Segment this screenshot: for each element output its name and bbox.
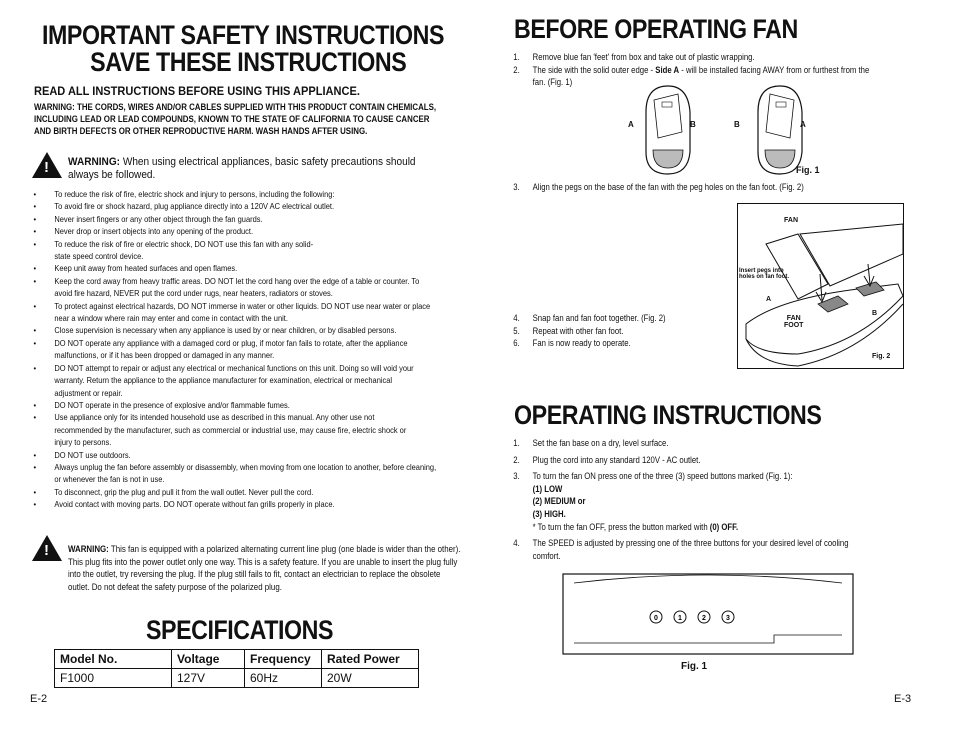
table-header-cell: Model No. [55, 650, 172, 669]
page-number-left: E-2 [30, 693, 48, 705]
list-item: • To reduce the risk of fire or electric shock, DO NOT use this fan with any solid-state speed control device. [30, 238, 439, 263]
button-label: 0 [654, 615, 658, 622]
list-item: 3. Align the pegs on the base of the fan with the peg holes on the fan foot. (Fig. 2) [513, 182, 804, 192]
fan-foot-left [646, 86, 690, 174]
fan-foot-assembly-drawing [738, 204, 903, 368]
list-item: 1. Set the fan base on a dry, level surface. [513, 438, 669, 448]
list-item: 6. Fan is now ready to operate. [513, 338, 631, 349]
align-step [508, 181, 922, 194]
fig2-fan-label: FAN [784, 217, 798, 224]
fig1-label-a: A [800, 120, 806, 129]
list-item: • To protect against electrical hazards, DO NOT immerse in water or other liquids. DO NOT use near water or place near a window where rain may enter and come in contact with the unit. [30, 300, 439, 325]
list-item: • Keep the cord away from heavy traffic areas. DO NOT let the cord hang over the edge of a table or counter. To avoid fire hazard, NEVER put the cord under rugs, near heaters, radiators or stoves. [30, 275, 439, 300]
table-row [55, 669, 419, 688]
list-item: 2. The side with the solid outer edge - Side A - will be installed facing AWAY from or furthest from the fan. (Fig. 1) [513, 64, 870, 88]
list-item: • Use appliance only for its intended household use as described in this manual. Any other use not recommended by the manufacturer, such as commercial or industrial use, may cause fire, electric shock or injury to persons. [30, 411, 439, 448]
table-cell: F1000 [55, 669, 172, 688]
operating-instructions-title: OPERATING INSTRUCTIONS [514, 400, 822, 430]
fig2-label-a: A [766, 296, 772, 303]
list-item: 2. Plug the cord into any standard 120V - AC outlet. [513, 454, 701, 465]
fig1-label-b: B [734, 120, 740, 129]
list-item: • Keep unit away from heated surfaces and open flames. [30, 262, 439, 274]
list-item: 3. To turn the fan ON press one of the three (3) speed buttons marked (Fig. 1): (1) LOW (2) MEDIUM or (3) HIGH. * To turn the fan OFF, press the button marked with (0) OFF. [513, 471, 793, 532]
california-warning: WARNING: THE CORDS, WIRES AND/OR CABLES SUPPLIED WITH THIS PRODUCT CONTAIN CHEMICALS, INCLUDING LEAD OR LEAD COMPOUNDS, KNOWN TO THE STATE OF CALIFORNIA TO CAUSE CANCER AND BIRTH DEFECTS OR OTHER REPRODUCTIVE HARM. WASH HANDS AFTER USING. [34, 102, 437, 136]
operating-steps-list [508, 437, 922, 562]
table-cell: 20W [322, 669, 419, 688]
list-item: • DO NOT use outdoors. [30, 449, 439, 461]
page-number-right: E-3 [894, 693, 912, 705]
fan-foot-right [758, 86, 802, 174]
list-item: • Never drop or insert objects into any opening of the product. [30, 225, 439, 237]
general-warning: WARNING: When using electrical appliances, basic safety precautions should always be followed. [68, 156, 416, 181]
safety-bullet-list [30, 188, 439, 511]
list-item: • Never insert fingers or any other object through the fan guards. [30, 213, 439, 225]
table-row [55, 650, 419, 669]
table-header-cell: Rated Power [322, 650, 419, 669]
table-header-cell: Frequency [245, 650, 322, 669]
list-item: 4. Snap fan and fan foot together. (Fig. 2) [513, 313, 666, 323]
fig1-label-a: A [628, 120, 634, 129]
warning-icon: ! [32, 535, 62, 561]
fig2-insert-label: Insert pegs into holes on fan foot. [739, 268, 789, 280]
list-item: • To reduce the risk of fire, electric shock and injury to persons, including the following: [30, 188, 439, 200]
polarized-plug-warning: WARNING: This fan is equipped with a polarized alternating current line plug (one blade is wider than the other). This plug fits into the power outlet only one way. This is a safety feature. If you are unable to insert the plug fully into the outlet, try reversing the plug. If the plug still fails to fit, contact an electrician to replace the obsolete outlet. Do not defeat the safety purpose of the polarized plug. [68, 544, 461, 592]
table-cell: 60Hz [245, 669, 322, 688]
fig2-fan-foot-label: FAN FOOT [784, 315, 804, 329]
list-item: • To disconnect, grip the plug and pull it from the wall outlet. Never pull the cord. [30, 486, 439, 498]
warning-icon: ! [32, 152, 62, 178]
panel-caption: Fig. 1 [681, 661, 708, 672]
fig2-label-b: B [872, 310, 878, 317]
list-item: • DO NOT operate in the presence of explosive and/or flammable fumes. [30, 399, 439, 411]
fan-feet-illustration [638, 82, 808, 177]
list-item: 5. Repeat with other fan foot. [513, 325, 624, 336]
button-label: 2 [702, 615, 706, 622]
specifications-table [54, 649, 419, 688]
table-header-cell: Voltage [172, 650, 245, 669]
fig2-illustration [737, 203, 904, 369]
table-cell: 127V [172, 669, 245, 688]
fig1-label-b: B [690, 120, 696, 129]
safety-title: IMPORTANT SAFETY INSTRUCTIONS SAVE THESE INSTRUCTIONS [42, 20, 445, 77]
list-item: • Avoid contact with moving parts. DO NOT operate without fan grills properly in place. [30, 498, 439, 510]
fig1-caption: Fig. 1 [796, 165, 820, 175]
button-label: 3 [726, 615, 730, 622]
list-item: 4. The SPEED is adjusted by pressing one of the three buttons for your desired level of cooling comfort. [513, 538, 849, 561]
control-panel-illustration [562, 573, 854, 655]
list-item: • DO NOT attempt to repair or adjust any electrical or mechanical functions on this unit. Doing so will void your warranty. Return the appliance to the appliance manufacturer for examination, electrical or mechanical adjustment or repair. [30, 362, 439, 399]
list-item: • Close supervision is necessary when any appliance is used by or near children, or by disabled persons. [30, 324, 439, 336]
list-item: • To avoid fire or shock hazard, plug appliance directly into a 120V AC electrical outlet. [30, 200, 439, 212]
read-instructions-heading: READ ALL INSTRUCTIONS BEFORE USING THIS APPLIANCE. [34, 84, 360, 98]
list-item: • Always unplug the fan before assembly or disassembly, when moving from one location to another, before cleaning, or whenever the fan is not in use. [30, 461, 439, 486]
assembly-steps-list [508, 312, 728, 350]
list-item: 1. Remove blue fan 'feet' from box and take out of plastic wrapping. [513, 52, 755, 62]
before-operating-title: BEFORE OPERATING FAN [514, 14, 798, 44]
list-item: • DO NOT operate any appliance with a damaged cord or plug, if motor fan fails to rotate, after the appliance malfunctions, or if it has been dropped or damaged in any manner. [30, 337, 439, 362]
fig2-caption: Fig. 2 [872, 353, 891, 360]
specifications-title: SPECIFICATIONS [146, 615, 334, 645]
button-label: 1 [678, 615, 682, 622]
